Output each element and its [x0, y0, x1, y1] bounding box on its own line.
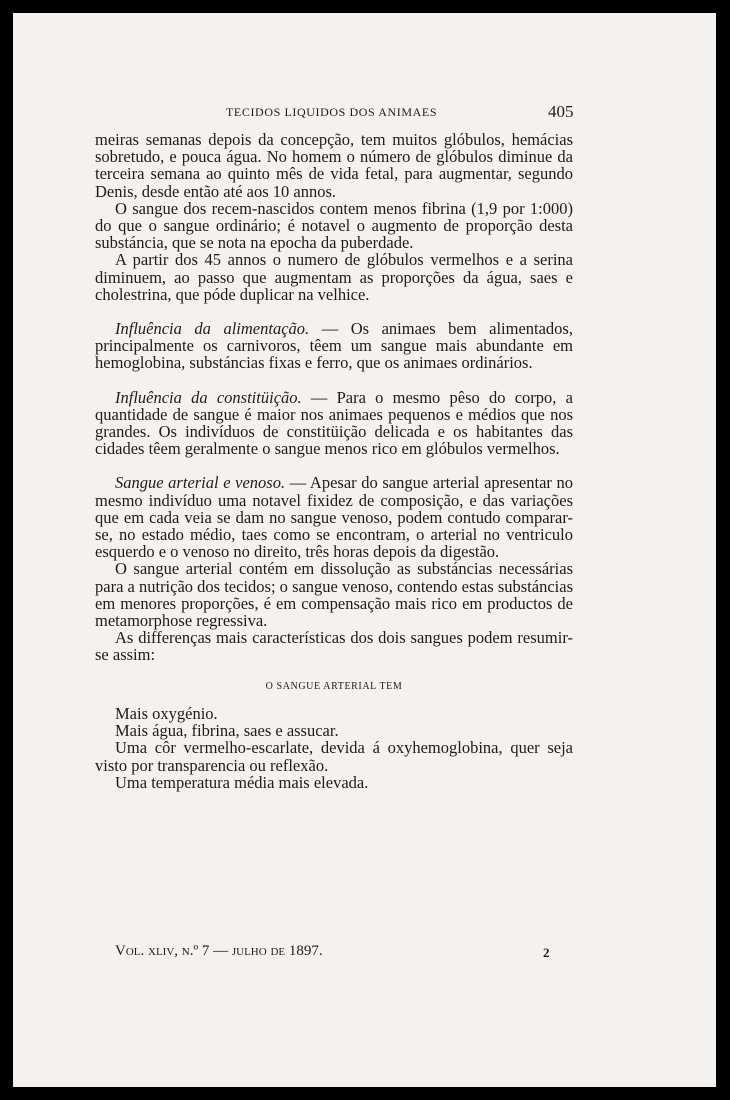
page-header	[13, 103, 716, 125]
list-item: Uma temperatura média mais elevada.	[115, 772, 369, 792]
paragraph-5	[95, 389, 573, 458]
list-item: Mais água, fibrina, saes e assucar.	[115, 721, 339, 741]
paragraph-6	[95, 474, 573, 560]
spacer	[95, 372, 573, 389]
paragraph-3: A partir dos 45 annos o numero de glóbulos vermelhos e a serina diminuem, ao passo que augmentam as proporções da água, saes e cholestrina, que póde duplicar na velhice.	[95, 250, 573, 304]
list-item: Mais oxygénio.	[115, 703, 218, 723]
list-title: O SANGUE ARTERIAL TEM	[265, 680, 403, 692]
spacer	[95, 303, 573, 320]
page-body	[95, 131, 573, 791]
paragraph-8: As differenças mais características dos dois sangues podem resumir-se assim:	[95, 628, 573, 665]
section-title-alimentacao: Influência da alimentação.	[115, 319, 310, 339]
running-title: TECIDOS LIQUIDOS DOS ANIMAES	[226, 105, 438, 119]
signature-mark: 2	[543, 945, 550, 960]
section-title-sangue: Sangue arterial e venoso.	[115, 473, 286, 493]
page-number: 405	[548, 102, 574, 121]
paragraph-4-text: — Os animaes bem alimentados, principalmente os carnivoros, têem um sangue mais abundante em hemoglobina, substáncias fixas e ferro, que os animaes ordinários.	[95, 319, 573, 373]
paragraph-6-text: — Apesar do sangue arterial apresentar no mesmo indivíduo uma notavel fixidez de composição, e das variações que em cada veia se dam no sangue venoso, podem contudo comparar-se, no estado médio, taes como se encontram, o arterial no ventriculo esquerdo e o venoso no direito, três horas depois da digestão.	[95, 473, 573, 562]
paragraph-4	[95, 320, 573, 372]
paragraph-7: O sangue arterial contém em dissolução as substáncias necessárias para a nutrição dos tecidos; o sangue venoso, contendo estas substáncias em menores proporções, é em compensação mais rico em productos de metamorphose regressiva.	[95, 559, 573, 631]
section-title-constituicao: Influência da constitüição.	[115, 387, 302, 407]
paragraph-1: meiras semanas depois da concepção, tem muitos glóbulos, hemácias sobretudo, e pouca água. No homem o número de glóbulos diminue da terceira semana ao quinto mês de vida fetal, para augmentar, segundo Denis, desde então até aos 10 annos.	[95, 130, 573, 201]
paragraph-5-text: — Para o mesmo pêso do corpo, a quantidade de sangue é maior nos animaes pequenos e médios que nos grandes. Os indivíduos de constitüição delicada e os habitantes das cidades têem geralmente o sangue menos rico em glóbulos vermelhos.	[95, 387, 573, 459]
volume-info: Vol. xliv, n.º 7 — julho de 1897.	[115, 943, 323, 959]
differences-list	[95, 705, 573, 791]
spacer	[95, 457, 573, 474]
paragraph-2: O sangue dos recem-nascidos contem menos fibrina (1,9 por 1:000) do que o sangue ordinário; é notavel o augmento de proporção desta substáncia, que se nota na epocha da puberdade.	[95, 198, 573, 253]
list-item: Uma côr vermelho-escarlate, devida á oxyhemoglobina, quer seja visto por transparencia ou reflexão.	[95, 738, 573, 775]
book-page	[13, 13, 716, 1087]
